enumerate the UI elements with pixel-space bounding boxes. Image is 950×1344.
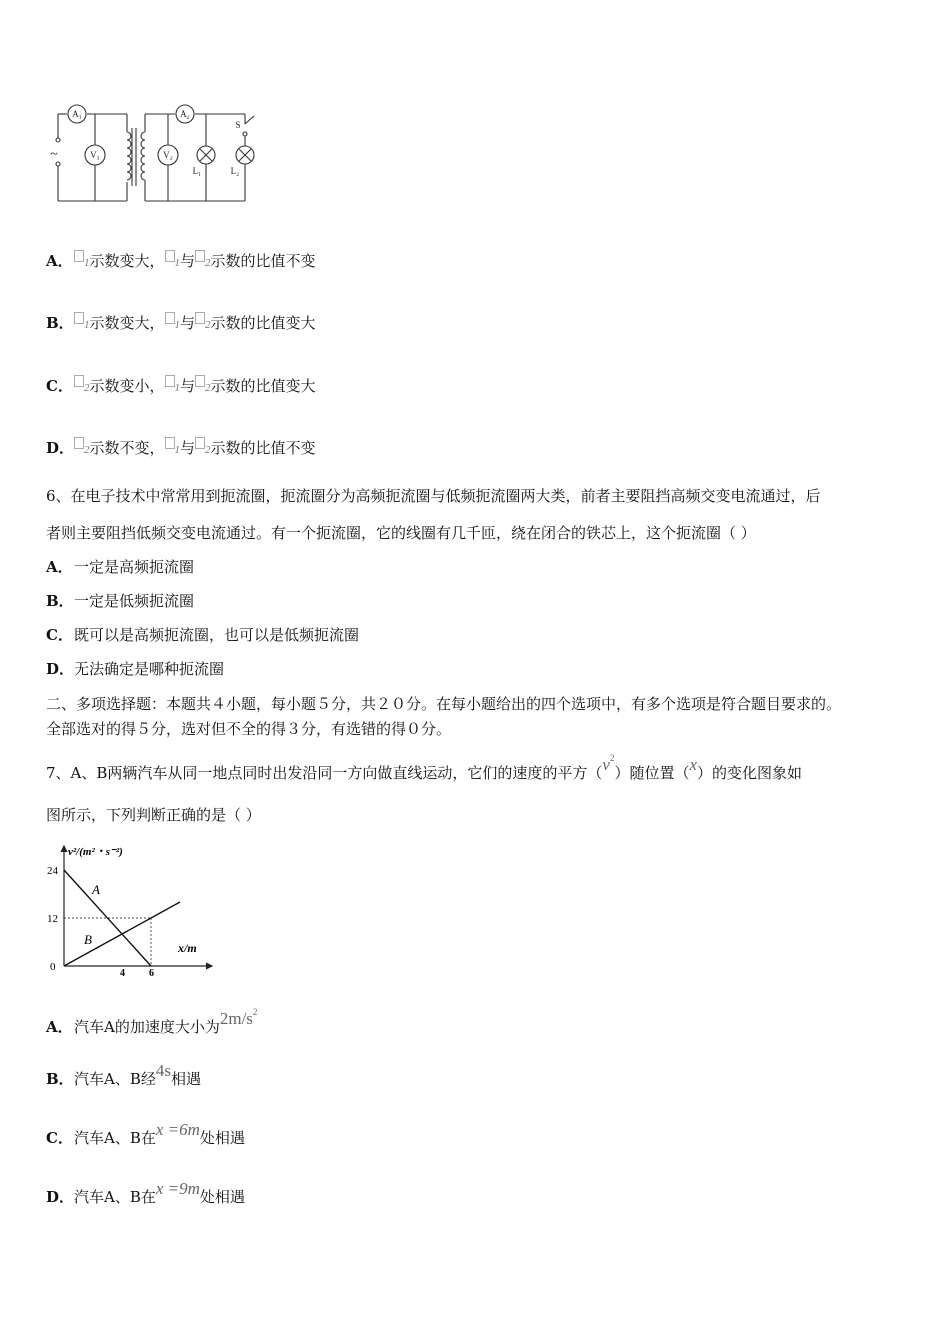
ammeter-a2-label: A₂	[180, 109, 190, 119]
voltmeter-v2-label: V₂	[163, 150, 173, 160]
q6-stem-line2: 者则主要阻挡低频交变电流通过。有一个扼流圈，它的线圈有几千匝，绕在闭合的铁芯上，这个扼流圈（ ）	[46, 524, 756, 542]
q6-option-c: C．既可以是高频扼流圈，也可以是低频扼流圈	[46, 626, 360, 644]
q7-stem-line2: 图所示，下列判断正确的是（ ）	[46, 806, 261, 824]
meter-placeholder-icon	[195, 375, 205, 387]
y-tick-0: 0	[50, 961, 56, 973]
q6-option-d: D．无法确定是哪种扼流圈	[46, 660, 225, 678]
q7-option-a: A．汽车A的加速度大小为$2m/s^2$	[46, 1007, 258, 1036]
q7-option-c: C．汽车A、B在x =6m处相遇	[46, 1120, 245, 1147]
meter-placeholder-icon	[165, 312, 175, 324]
q6-option-b: B．一定是低频扼流圈	[46, 592, 195, 610]
meter-placeholder-icon	[74, 250, 84, 262]
meter-placeholder-icon	[74, 375, 84, 387]
switch-label: S	[235, 120, 241, 130]
v2-x-chart	[40, 838, 220, 978]
voltmeter-v1-label: V₁	[90, 150, 100, 160]
series-b-line	[64, 902, 180, 966]
meter-placeholder-icon	[74, 312, 84, 324]
ammeter-a1-label: A₁	[72, 109, 82, 119]
q7-option-d: D．汽车A、B在x =9m处相遇	[46, 1179, 245, 1206]
meter-placeholder-icon	[195, 250, 205, 262]
section2-heading-line2: 全部选对的得５分，选对但不全的得３分，有选错的得０分。	[46, 720, 452, 738]
section2-heading-line1: 二、多项选择题：本题共４小题，每小题５分，共２０分。在每小题给出的四个选项中，有多个选项是符合题目要求的。	[46, 695, 842, 713]
y-tick-12: 12	[47, 913, 58, 925]
meter-placeholder-icon	[195, 437, 205, 449]
lamp-l1-label: L₁	[192, 166, 202, 176]
q5-option-b: B． 1示数变大， 1与 2示数的比值变大	[46, 314, 316, 332]
meter-placeholder-icon	[74, 437, 84, 449]
meter-placeholder-icon	[165, 250, 175, 262]
q7-option-b: B．汽车A、B经4s相遇	[46, 1061, 201, 1088]
terminal-bottom-icon	[56, 162, 60, 166]
x-tick-6: 6	[149, 968, 154, 978]
lamp-l2-label: L₂	[230, 166, 240, 176]
transformer-circuit-diagram	[40, 96, 270, 208]
x-tick-4: 4	[120, 968, 125, 978]
q7-stem-line1: 7、A、B两辆汽车从同一地点同时出发沿同一方向做直线运动，它们的速度的平方$(v^2)$随位置（x）的变化图象如	[46, 753, 803, 782]
ac-source-symbol: ~	[50, 147, 58, 162]
x-axis-label: x/m	[178, 941, 197, 955]
meter-placeholder-icon	[195, 312, 205, 324]
series-a-label: A	[92, 882, 100, 897]
q5-option-d: D． 2示数不变， 1与 2示数的比值不变	[46, 439, 316, 457]
q6-option-a: A．一定是高频扼流圈	[46, 558, 195, 576]
series-b-label: B	[84, 932, 92, 947]
y-axis-label: v²/(m²・s⁻²)	[68, 846, 123, 858]
q5-option-c: C． 2示数变小， 1与 2示数的比值变大	[46, 377, 316, 395]
terminal-top-icon	[56, 138, 60, 142]
q6-stem-line1: 6、在电子技术中常常用到扼流圈，扼流圈分为高频扼流圈与低频扼流圈两大类，前者主要阻挡高频交变电流通过，后	[46, 487, 821, 505]
q5-option-a: A． 1示数变大， 1与 2示数的比值不变	[46, 252, 316, 270]
switch-contact-icon	[243, 132, 247, 136]
meter-placeholder-icon	[165, 437, 175, 449]
meter-placeholder-icon	[165, 375, 175, 387]
y-tick-24: 24	[47, 865, 58, 877]
